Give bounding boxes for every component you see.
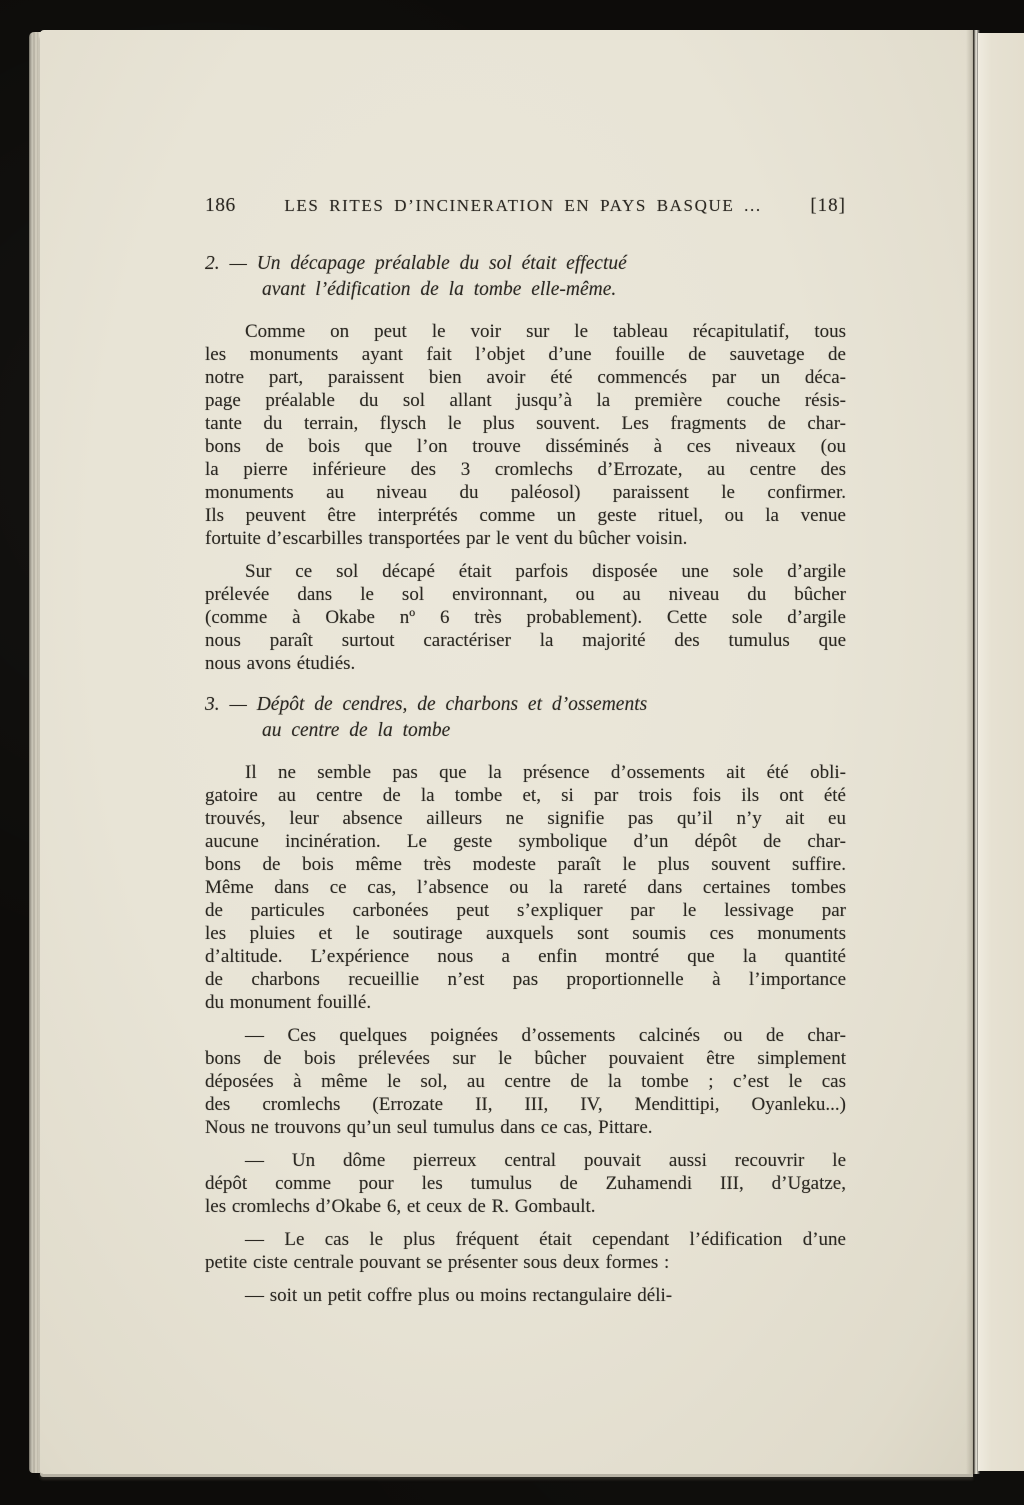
text-line: déposées à même le sol, au centre de la tombe ; c’est le cas: [205, 1071, 846, 1092]
paragraph: [205, 761, 846, 1014]
page-header: [205, 194, 846, 217]
text-line: aucune incinération. Le geste symbolique d’un dépôt de char-: [205, 831, 846, 852]
text-column: [205, 194, 846, 1307]
text-line: 3. — Dépôt de cendres, de charbons et d’ossements: [205, 694, 648, 715]
page-gutter: [966, 30, 980, 1474]
text-line: de particules carbonées peut s’expliquer par le lessivage par: [205, 900, 846, 921]
text-line: notre part, paraissent bien avoir été commencés par un déca-: [205, 367, 846, 388]
paragraph: [205, 1024, 846, 1139]
text-line: Sur ce sol décapé était parfois disposée une sole d’argile: [245, 561, 846, 582]
text-line: fortuite d’escarbilles transportées par le vent du bûcher voisin.: [205, 528, 688, 549]
text-line: — Ces quelques poignées d’ossements calcinés ou de char-: [245, 1025, 846, 1046]
paragraph: [205, 320, 846, 550]
text-line: — soit un petit coffre plus ou moins rectangulaire déli-: [245, 1285, 673, 1306]
facing-page-edge: [978, 33, 1024, 1471]
text-line: Nous ne trouvons qu’un seul tumulus dans ce cas, Pittare.: [205, 1117, 653, 1138]
text-line: dépôt comme pour les tumulus de Zuhamendi III, d’Ugatze,: [205, 1173, 846, 1194]
text-line: au centre de la tombe: [262, 720, 451, 741]
text-line: bons de bois que l’on trouve disséminés à ces niveaux (ou: [205, 436, 846, 457]
text-line: trouvés, leur absence ailleurs ne signifie pas qu’il n’y ait eu: [205, 808, 846, 829]
text-line: avant l’édification de la tombe elle-même.: [262, 279, 617, 300]
paragraph: [205, 1149, 846, 1218]
text-line: du monument fouillé.: [205, 992, 372, 1013]
text-line: tante du terrain, flysch le plus souvent. Les fragments de char-: [205, 413, 846, 434]
section-heading: [205, 251, 846, 303]
text-line: Même dans ce cas, l’absence ou la rareté dans certaines tombes: [205, 877, 846, 898]
text-line: — Le cas le plus fréquent était cependant l’édification d’une: [245, 1229, 846, 1250]
text-line: Il ne semble pas que la présence d’ossements ait été obli-: [245, 762, 846, 783]
text-line: nous paraît surtout caractériser la majorité des tumulus que: [205, 630, 846, 651]
text-line: Comme on peut le voir sur le tableau récapitulatif, tous: [245, 321, 846, 342]
text-line: les cromlechs d’Okabe 6, et ceux de R. Gombault.: [205, 1196, 596, 1217]
text-line: page préalable du sol allant jusqu’à la première couche résis-: [205, 390, 846, 411]
text-line: 2. — Un décapage préalable du sol était effectué: [205, 253, 627, 274]
text-line: d’altitude. L’expérience nous a enfin montré que la quantité: [205, 946, 846, 967]
text-line: de charbons recueillie n’est pas proportionnelle à l’importance: [205, 969, 846, 990]
text-blocks: [205, 251, 846, 1307]
paragraph: [205, 1284, 846, 1307]
text-line: gatoire au centre de la tombe et, si par trois fois ils ont été: [205, 785, 846, 806]
section-heading: [205, 692, 846, 744]
paragraph: [205, 1228, 846, 1274]
text-line: des cromlechs (Errozate II, III, IV, Mendittipi, Oyanleku...): [205, 1094, 846, 1115]
text-line: — Un dôme pierreux central pouvait aussi recouvrir le: [245, 1150, 846, 1171]
text-line: bons de bois même très modeste paraît le plus souvent suffire.: [205, 854, 846, 875]
paragraph: [205, 560, 846, 675]
text-line: les pluies et le soutirage auxquels sont soumis ces monuments: [205, 923, 846, 944]
text-line: monuments au niveau du paléosol) paraissent le confirmer.: [205, 482, 846, 503]
text-line: (comme à Okabe nº 6 très probablement). Cette sole d’argile: [205, 607, 846, 628]
running-title: LES RITES D’INCINERATION EN PAYS BASQUE ...: [284, 196, 762, 215]
text-line: nous avons étudiés.: [205, 653, 356, 674]
text-line: prélevée dans le sol environnant, ou au niveau du bûcher: [205, 584, 846, 605]
text-line: petite ciste centrale pouvant se présenter sous deux formes :: [205, 1252, 670, 1273]
text-line: la pierre inférieure des 3 cromlechs d’Errozate, au centre des: [205, 459, 846, 480]
text-line: bons de bois prélevées sur le bûcher pouvaient être simplement: [205, 1048, 846, 1069]
page-number: 186: [205, 195, 236, 216]
issue-number: [18]: [810, 195, 846, 216]
text-line: les monuments ayant fait l’objet d’une fouille de sauvetage de: [205, 344, 846, 365]
text-line: Ils peuvent être interprétés comme un geste rituel, ou la venue: [205, 505, 846, 526]
